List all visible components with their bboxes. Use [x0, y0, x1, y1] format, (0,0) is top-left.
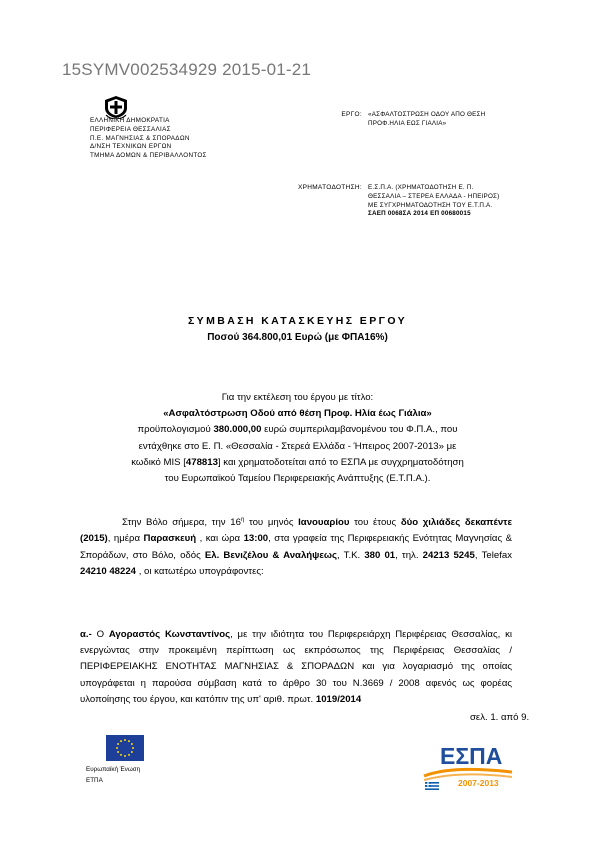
party-a-paragraph [80, 627, 512, 708]
eu-caption: Ευρωπαϊκή Ένωση [86, 766, 141, 773]
text: η [240, 517, 245, 523]
text: , με την ιδιότητα του Περιφερειάρχη Περιφέρειας Θεσσαλίας, κι ενεργώντας στην προκειμένη περίπτωση ως εκπρόσωπος της Περιφέρειας Θεσσαλίας / ΠΕΡΙΦΕΡΕΙΑΚΗΣ ΕΝΟΤΗΤΑΣ ΜΑΓΝΗΣΙΑΣ & ΣΠΟΡΑΔΩΝ και για λογαριασμό της οποίας υπογράφεται η παρούσα σύμβαση κατά το άρθρο 30 του Ν.3669 / 2008 αφενός ως φορέας υλοποίησης του έργου, και κατόπιν της υπ' αριθ. πρωτ. [80, 629, 512, 705]
intro-text: ] και χρηματοδοτείται από το ΕΣΠΑ με συγχρηματοδότηση [217, 456, 464, 468]
text: Στην Βόλο σήμερα, την 16 [122, 517, 241, 529]
party-a-name: Αγοραστός Κωνσταντίνος [108, 629, 231, 640]
funding-line: Ε.Σ.Π.Α. (ΧΡΗΜΑΤΟΔΟΤΗΣΗ Ε. Π. [368, 184, 474, 191]
eu-star [120, 754, 122, 756]
signing-time: 13:00 [243, 533, 269, 545]
issuer-block [90, 117, 207, 161]
signing-day: Παρασκευή [143, 533, 197, 545]
eu-star [128, 740, 130, 742]
text: , Telefax [474, 549, 513, 561]
eu-fund-caption: ΕΤΠΑ [86, 777, 103, 784]
issuer-line: ΠΕΡΙΦΕΡΕΙΑ ΘΕΣΣΑΛΙΑΣ [90, 125, 171, 133]
protocol-number: 1019/2014 [315, 693, 362, 705]
eu-star [117, 751, 119, 753]
signing-paragraph [80, 512, 512, 580]
intro-text: προϋπολογισμού [137, 424, 214, 436]
eu-star [117, 743, 119, 745]
eu-star [131, 743, 133, 745]
contract-title: ΣΥΜΒΑΣΗ ΚΑΤΑΣΚΕΥΗΣ ΕΡΓΟΥ [187, 315, 408, 327]
text: , και ώρα [196, 533, 244, 545]
eu-star [124, 739, 126, 741]
text: , ημέρα [107, 533, 144, 545]
intro-paragraph [110, 390, 485, 487]
funding-line: ΜΕ ΣΥΓΧΡΗΜΑΤΟΔΟΤΗΣΗ ΤΟΥ Ε.Τ.Π.Α. [368, 201, 493, 209]
contract-amount: Ποσού 364.800,01 Ευρώ (με ΦΠΑ16%) [207, 332, 388, 343]
intro-project-name [110, 406, 485, 422]
espa-logo-icon [420, 742, 516, 790]
funding-line: ΣΑΕΠ 0068ΣΑ 2014 ΕΠ 00680015 [368, 210, 471, 218]
eu-flag-icon [106, 735, 144, 761]
intro-line [110, 455, 485, 471]
eu-star [116, 747, 118, 749]
intro-line: του Ευρωπαϊκού Ταμείου Περιφερειακής Ανάπτυξης (Ε.Τ.Π.Α.). [164, 473, 431, 485]
text: του έτους [349, 517, 401, 529]
document-watermark: 15SYMV002534929 2015-01-21 [62, 60, 312, 79]
signing-fax: 24210 48224 [80, 565, 137, 577]
funding-details [368, 184, 499, 219]
project-label: ΕΡΓΟ: [341, 111, 362, 118]
text: Ο [91, 629, 109, 640]
eu-logo [86, 735, 146, 784]
signing-phone: 24213 5245 [422, 549, 475, 561]
intro-project-title: «Ασφαλτόστρωση Οδού από θέση Προφ. Ηλία έως Γιάλια» [163, 408, 432, 420]
project-title-line: «ΑΣΦΑΛΤΟΣΤΡΩΣΗ ΟΔΟΥ ΑΠΟ ΘΕΣΗ [368, 111, 486, 118]
issuer-line: Π.Ε. ΜΑΓΝΗΣΙΑΣ & ΣΠΟΡΑΔΩΝ [90, 134, 190, 142]
text: , τηλ. [395, 549, 423, 561]
issuer-line: ΕΛΛΗΝΙΚΗ ΔΗΜΟΚΡΑΤΙΑ [90, 117, 170, 124]
project-title [368, 111, 485, 129]
text: , οι κατωτέρω υπογράφοντες: [136, 565, 264, 577]
greek-flag-icon [425, 782, 439, 790]
intro-line [110, 422, 485, 438]
issuer-line: Δ/ΝΣΗ ΤΕΧΝΙΚΩΝ ΕΡΓΩΝ [90, 143, 172, 151]
text: , Τ.Κ. [337, 549, 365, 561]
eu-star [120, 740, 122, 742]
issuer-line: ΤΜΗΜΑ ΔΟΜΩΝ & ΠΕΡΙΒΑΛΛΟΝΤΟΣ [90, 152, 207, 160]
greek-emblem-icon [103, 95, 129, 119]
eu-star [124, 755, 126, 757]
page-number: σελ. 1. από 9. [470, 712, 530, 723]
signing-street: Ελ. Βενιζέλου & Αναλήψεως [204, 549, 338, 561]
espa-wordmark: ΕΣΠΑ [440, 743, 503, 769]
text: , στα γραφεία της Περιφερειακής Ενότητας Μαγνησίας & Σποράδων, στο Βόλο, οδός [80, 533, 512, 561]
project-title-line: ΠΡΟΦ.ΗΛΙΑ ΕΩΣ ΓΙΑΛΙΑ» [368, 119, 447, 127]
funding-line: ΘΕΣΣΑΛΙΑ – ΣΤΕΡΕΑ ΕΛΛΑΔΑ - ΗΠΕΙΡΟΣ) [368, 192, 500, 200]
intro-text: κωδικό MIS [ [131, 456, 186, 468]
eu-star [128, 754, 130, 756]
eu-star [132, 747, 134, 749]
text: του μηνός [244, 517, 299, 529]
intro-text: ευρώ συμπεριλαμβανομένου του Φ.Π.Α., που [261, 424, 458, 436]
party-number: α.- [80, 629, 92, 640]
funding-label: ΧΡΗΜΑΤΟΔΟΤΗΣΗ: [297, 184, 362, 191]
signing-year: δύο χιλιάδες δεκαπέντε (2015) [80, 517, 512, 545]
espa-years: 2007-2013 [458, 778, 499, 788]
espa-logo [420, 742, 516, 795]
intro-line: Για την εκτέλεση του έργου με τίτλο: [221, 392, 374, 403]
signing-zip: 380 01 [364, 549, 396, 561]
eu-star [131, 751, 133, 753]
intro-budget: 380.000,00 [213, 424, 262, 436]
signing-month: Ιανουαρίου [298, 517, 350, 529]
intro-line: εντάχθηκε στο Ε. Π. «Θεσσαλία - Στερεά Ελλάδα - Ήπειρος 2007-2013» με [138, 440, 457, 452]
intro-mis-code: 478813 [185, 456, 218, 468]
